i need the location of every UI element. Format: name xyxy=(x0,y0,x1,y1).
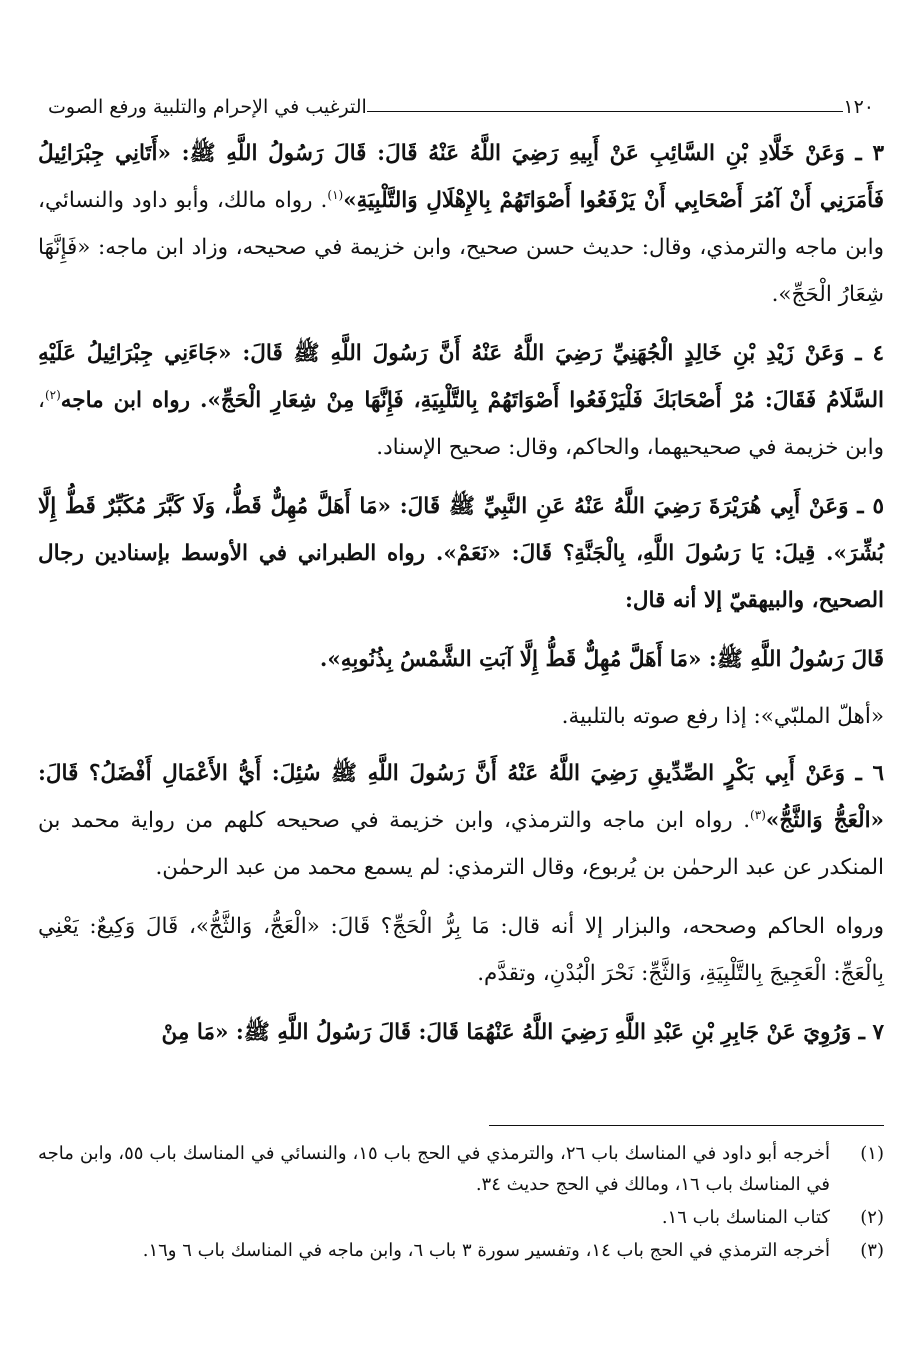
hadith-text: ٦ ـ وَعَنْ أَبِي بَكْرٍ الصِّدِّيقِ رَضِيَ اللَّهُ عَنْهُ أَنَّ رَسُولَ اللَّهِ ﷺ سُئِلَ: أَيُّ الأَعْمَالِ أَفْضَلُ؟ قَالَ: «الْعَجُّ وَالثَّجُّ» xyxy=(38,761,884,833)
hadith-text: ٤ ـ وَعَنْ زَيْدِ بْنِ خَالِدٍ الْجُهَنِيِّ رَضِيَ اللَّهُ عَنْهُ أَنَّ رَسُولَ اللَّهِ ﷺ قَالَ: «جَاءَنِي جِبْرَائِيلُ عَلَيْهِ السَّلَامُ فَقَالَ: مُرْ أَصْحَابَكَ فَلْيَرْفَعُوا أَصْوَاتَهُمْ بِالتَّلْبِيَةِ، فَإِنَّهَا مِنْ شِعَارِ الْحَجِّ». رواه ابن ماجه xyxy=(38,341,884,413)
footnote-ref[interactable]: (١) xyxy=(327,187,344,202)
glossary-text: «أهلّ الملبّي»: إذا رفع صوته بالتلبية. xyxy=(561,704,884,729)
hadith-commentary: . رواه مالك، وأبو داود والنسائي، وابن ماجه والترمذي، وقال: حديث حسن صحيح، وابن خزيمة في صحيحه، وزاد ابن ماجه: «فَإِنَّهَا شِعَارُ الْحَجِّ». xyxy=(38,188,884,307)
hadith-6 xyxy=(38,750,884,891)
glossary-note xyxy=(38,693,884,740)
page-number: ١٢٠ xyxy=(843,96,874,118)
footnote-number: (١) xyxy=(860,1143,884,1164)
footnote-ref[interactable]: (٢) xyxy=(44,387,61,402)
main-text xyxy=(38,130,884,1068)
footnote-text: أخرجه أبو داود في المناسك باب ٢٦، والترمذي في الحج باب ١٥، والنسائي في المناسك باب ٥٥، وابن ماجه في المناسك باب ١٦، ومالك في الحج حديث ٣٤. xyxy=(38,1143,830,1195)
footnote-3 xyxy=(38,1235,884,1266)
hadith-3 xyxy=(38,130,884,318)
footnote-number: (٣) xyxy=(860,1240,884,1261)
footnote-text: أخرجه الترمذي في الحج باب ١٤، وتفسير سورة ٣ باب ٦، وابن ماجه في المناسك باب ٦ و١٦. xyxy=(142,1240,830,1261)
footnote-number: (٢) xyxy=(860,1207,884,1228)
hadith-text: ٧ ـ وَرُوِيَ عَنْ جَابِرِ بْنِ عَبْدِ اللَّهِ رَضِيَ اللَّهُ عَنْهُمَا قَالَ: قَالَ رَسُولُ اللَّهِ ﷺ: «مَا مِنْ xyxy=(161,1020,884,1045)
footnote-ref[interactable]: (٣) xyxy=(750,807,766,822)
hadith-text: ٥ ـ وَعَنْ أَبِي هُرَيْرَةَ رَضِيَ اللَّهُ عَنْهُ عَنِ النَّبِيِّ ﷺ قَالَ: «مَا أَهَلَّ مُهِلٌّ قَطُّ، وَلَا كَبَّرَ مُكَبِّرٌ قَطُّ إِلَّا بُشِّرَ». قِيلَ: يَا رَسُولَ اللَّهِ، بِالْجَنَّةِ؟ قَالَ: «نَعَمْ». رواه الطبراني في الأوسط بإسنادين رجال الصحيح، والبيهقيّ إلا أنه قال: xyxy=(38,494,884,613)
footnote-divider xyxy=(489,1125,884,1126)
running-header xyxy=(40,88,882,118)
footnote-1 xyxy=(38,1138,884,1200)
hadith-7 xyxy=(38,1009,884,1056)
hadith-6-variant xyxy=(38,903,884,997)
footnote-2 xyxy=(38,1202,884,1233)
hadith-commentary: . رواه ابن ماجه والترمذي، وابن خزيمة في صحيحه كلهم من رواية محمد بن المنكدر عن عبد الرحمٰن بن يُربوع، وقال الترمذي: لم يسمع محمد من عبد الرحمٰن. xyxy=(38,808,884,880)
hadith-commentary: ، وابن خزيمة في صحيحيهما، والحاكم، وقال: صحيح الإسناد. xyxy=(38,388,884,460)
footnotes xyxy=(38,1138,884,1268)
hadith-commentary: ورواه الحاكم وصححه، والبزار إلا أنه قال: مَا بِرُّ الْحَجِّ؟ قَالَ: «الْعَجُّ، وَالثَّجُّ»، قَالَ وَكِيعٌ: يَعْنِي بِالْعَجِّ: الْعَجِيجَ بِالتَّلْبِيَةِ، وَالثَّجِّ: نَحْرَ الْبُدْنِ، وتقدَّم. xyxy=(38,914,884,986)
footnote-text: كتاب المناسك باب ١٦. xyxy=(661,1207,830,1228)
hadith-4 xyxy=(38,330,884,471)
chapter-title: الترغيب في الإحرام والتلبية ورفع الصوت xyxy=(48,96,367,118)
hadith-text: قَالَ رَسُولُ اللَّهِ ﷺ: «مَا أَهَلَّ مُهِلٌّ قَطُّ إِلَّا آبَتِ الشَّمْسُ بِذُنُوبِهِ». xyxy=(319,647,884,672)
hadith-5-variant xyxy=(38,636,884,683)
hadith-text: ٣ ـ وَعَنْ خَلَّادِ بْنِ السَّائِبِ عَنْ أَبِيهِ رَضِيَ اللَّهُ عَنْهُ قَالَ: قَالَ رَسُولُ اللَّهِ ﷺ: «أَتَانِي جِبْرَائِيلُ فَأَمَرَنِي أَنْ آمُرَ أَصْحَابِي أَنْ يَرْفَعُوا أَصْوَاتَهُمْ بِالإِهْلَالِ وَالتَّلْبِيَةِ» xyxy=(38,141,884,213)
header-rule xyxy=(367,111,844,112)
hadith-5 xyxy=(38,483,884,624)
